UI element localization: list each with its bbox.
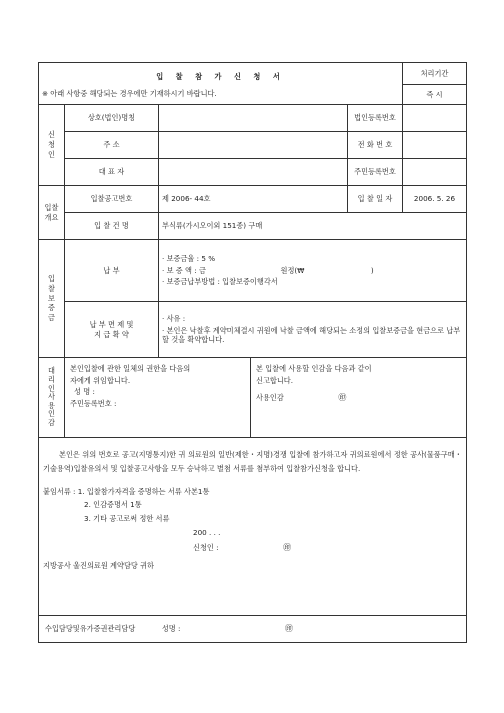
agent-name-field[interactable]: 성 명 : xyxy=(74,387,95,397)
attachment-item: 1. 입찰참가자격을 증명하는 서류 사본1통 xyxy=(77,486,210,496)
processing-period-value: 즉 시 xyxy=(403,85,467,105)
attachment-item: 2. 인감증명서 1통 xyxy=(84,500,142,510)
officer-row xyxy=(39,616,467,643)
declaration-text: 본인은 위의 번호로 공고(지명통지)한 귀 의료원의 일반(제한・지명)경쟁 입찰에 참가하고자 귀의료원에서 정한 공사(물품구매・기술용역)입찰유의서 및 입찰공고사항을 모두 승낙하고 별첨 서류를 첨부하여 입찰참가신청을 합니다. xyxy=(43,450,462,474)
seal-label: 사용인감 xyxy=(256,393,284,403)
deposit-method: · 보증금납부방법 : 입찰보증이행각서 xyxy=(162,277,278,287)
exemption-reason: · 사유 : xyxy=(162,313,186,323)
bid-date-label: 입 찰 일 자 xyxy=(348,186,403,213)
addressee: 지방공사 울진의료원 계약담당 귀하 xyxy=(43,560,155,570)
corp-reg-no-field[interactable] xyxy=(403,105,467,132)
bid-subject-value: 부식류(가시오이외 151종) 구매 xyxy=(159,213,467,240)
application-form xyxy=(38,62,466,633)
address-label: 주 소 xyxy=(65,132,159,159)
deposit-amount-line: · 보 증 액 : 금 원정(₩ ) xyxy=(162,265,374,275)
exemption-label: 납 부 면 제 및 지 급 확 약 xyxy=(65,302,159,358)
payment-label: 납 부 xyxy=(65,240,159,302)
form-table xyxy=(38,62,467,643)
officer-seal-mark: ㊞ xyxy=(285,623,294,633)
exemption-details xyxy=(159,302,467,358)
phone-label: 전 화 번 호 xyxy=(348,132,403,159)
agent-section-label: 대 리 인 사 용 인 감 xyxy=(39,358,65,438)
bid-date-value: 2006. 5. 26 xyxy=(403,186,467,213)
application-date: 200 . . . xyxy=(193,527,221,537)
attachments-label: 붙임서류 : xyxy=(43,486,76,496)
applicant-seal-mark: ㊞ xyxy=(283,542,292,552)
representative-label: 대 표 자 xyxy=(65,159,159,186)
notice-no-value: 제 2006- 44호 xyxy=(159,186,348,213)
company-name-field[interactable] xyxy=(159,105,348,132)
resident-no-label: 주민등록번호 xyxy=(348,159,403,186)
phone-field[interactable] xyxy=(403,132,467,159)
attachment-item: 3. 기타 공고로써 정한 서류 xyxy=(84,514,170,524)
form-title: 입 찰 참 가 신 청 서 xyxy=(39,63,403,85)
officer-name-label: 성명 : xyxy=(161,623,181,633)
deposit-section-label: 입 찰 보 증 금 xyxy=(39,240,65,358)
payment-details xyxy=(159,240,467,302)
applicant-signature-label: 신청인 : xyxy=(193,542,219,552)
delegation-box: 본인입찰에 관한 일체의 권한을 다음의 자에게 위임합니다. 성 명 : 주민등록번호 : xyxy=(65,358,251,438)
address-field[interactable] xyxy=(159,132,348,159)
applicant-section-label: 신 청 인 xyxy=(39,105,65,186)
overview-section-label: 입찰 개요 xyxy=(39,186,65,240)
seal-declaration-box: 본 입찰에 사용할 인감을 다음과 같이 신고합니다. 사용인감 ㊞ xyxy=(251,358,467,438)
processing-period-label: 처리기간 xyxy=(403,63,467,85)
representative-field[interactable] xyxy=(159,159,348,186)
bid-subject-label: 입 찰 건 명 xyxy=(65,213,159,240)
exemption-pledge: · 본인은 낙찰후 계약미체결시 귀원에 낙찰 금액에 해당되는 소정의 입찰보증금을 현금으로 납부할 것을 확약합니다. xyxy=(162,325,461,345)
notice-no-label: 입찰공고번호 xyxy=(65,186,159,213)
agent-resident-field[interactable]: 주민등록번호 : xyxy=(70,399,117,409)
officer-label: 수입담당및유가증권관리담당 xyxy=(45,623,136,633)
corp-reg-no-label: 법인등록번호 xyxy=(348,105,403,132)
company-name-label: 상호(법인)명칭 xyxy=(65,105,159,132)
seal-mark: ㊞ xyxy=(338,393,347,403)
instruction-note: ※ 아래 사항중 해당되는 경우에만 기재하시기 바랍니다. xyxy=(39,85,403,105)
declaration-box xyxy=(39,438,467,616)
resident-no-field[interactable] xyxy=(403,159,467,186)
deposit-rate: · 보증금율 : 5 % xyxy=(162,253,216,263)
